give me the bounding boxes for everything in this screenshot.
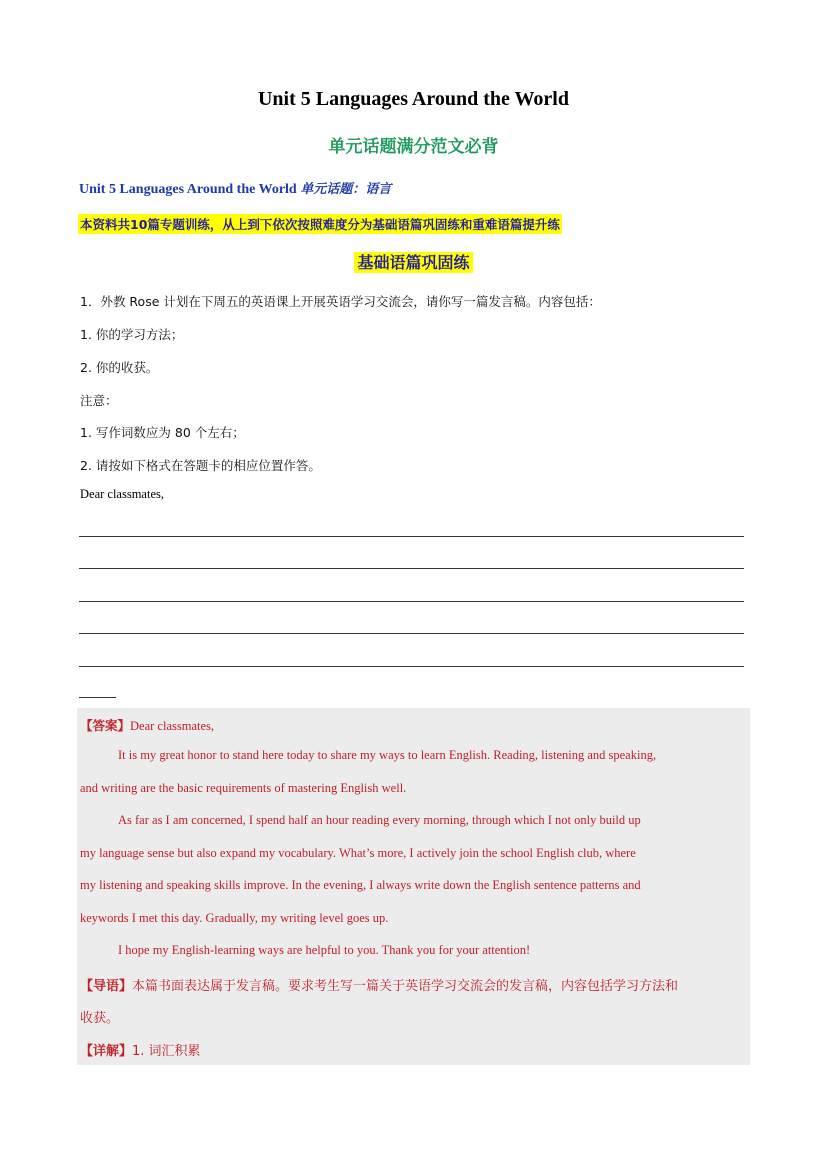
topic-label: 单元话题：语言 bbox=[300, 182, 392, 197]
note-1: 1. 写作词数应为 80 个左右； bbox=[80, 425, 245, 440]
answer-greeting-line bbox=[80, 716, 214, 734]
answer-greeting: Dear classmates, bbox=[130, 719, 215, 733]
section-heading bbox=[0, 250, 827, 273]
answer-p2-line3: my listening and speaking skills improve. In the evening, I always write down the English sentence patterns and bbox=[80, 878, 641, 892]
answer-p1-line1: It is my great honor to stand here today to share my ways to learn English. Reading, listening and speaking, bbox=[118, 748, 657, 762]
writing-line-3 bbox=[79, 601, 744, 602]
answer-p3-line1: I hope my English-learning ways are helpful to you. Thank you for your attention! bbox=[118, 943, 531, 957]
writing-line-1 bbox=[79, 536, 744, 537]
document-subtitle: 单元话题满分范文必背 bbox=[328, 137, 499, 157]
writing-line-4 bbox=[79, 633, 744, 634]
guide-tag: 【导语】 bbox=[80, 979, 133, 994]
detail-text: 1. 词汇积累 bbox=[132, 1044, 201, 1059]
detail-line bbox=[80, 1040, 201, 1059]
note-2: 2. 请按如下格式在答题卡的相应位置作答。 bbox=[80, 458, 321, 473]
answer-p2-line1: As far as I am concerned, I spend half an hour reading every morning, through which I not only build up bbox=[118, 813, 641, 827]
salutation: Dear classmates, bbox=[80, 487, 164, 501]
guide-line-2: 收获。 bbox=[80, 1011, 120, 1026]
answer-p2-line2: my language sense but also expand my vocabulary. What’s more, I actively join the school English club, where bbox=[80, 846, 636, 860]
note-label: 注意： bbox=[80, 393, 118, 408]
question-prompt: 1．外教 Rose 计划在下周五的英语课上开展英语学习交流会，请你写一篇发言稿。内容包括： bbox=[80, 294, 601, 309]
material-banner: 本资料共10篇专题训练，从上到下依次按照难度分为基础语篇巩固练和重难语篇提升练 bbox=[78, 214, 562, 234]
detail-tag: 【详解】 bbox=[80, 1044, 133, 1059]
question-point-1: 1. 你的学习方法； bbox=[80, 327, 184, 342]
section-heading-text: 基础语篇巩固练 bbox=[354, 252, 472, 273]
guide-text-1: 本篇书面表达属于发言稿。要求考生写一篇关于英语学习交流会的发言稿，内容包括学习方法和 bbox=[132, 979, 679, 994]
unit-topic-line bbox=[79, 178, 391, 198]
writing-line-5 bbox=[79, 666, 744, 667]
answer-tag: 【答案】 bbox=[80, 718, 131, 733]
writing-line-end bbox=[79, 697, 116, 698]
guide-line-1 bbox=[80, 975, 678, 994]
topic-unit: Unit 5 Languages Around the World bbox=[79, 182, 297, 197]
answer-p2-line4: keywords I met this day. Gradually, my writing level goes up. bbox=[80, 911, 389, 925]
question-point-2: 2. 你的收获。 bbox=[80, 360, 159, 375]
answer-p1-line2: and writing are the basic requirements of mastering English well. bbox=[80, 781, 407, 795]
writing-line-2 bbox=[79, 568, 744, 569]
document-title: Unit 5 Languages Around the World bbox=[257, 88, 569, 110]
